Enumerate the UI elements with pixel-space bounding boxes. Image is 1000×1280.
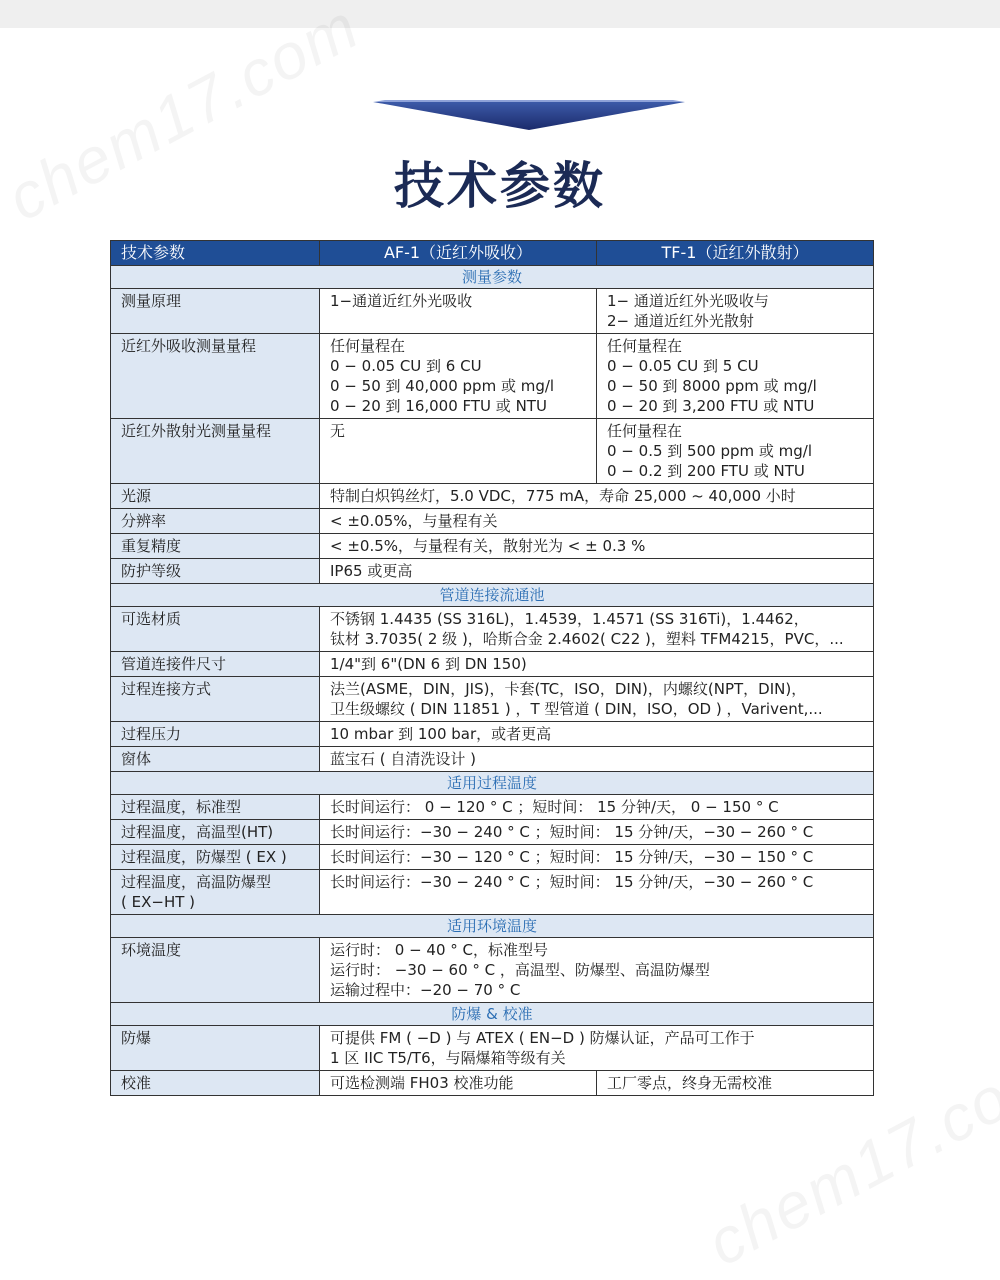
cell-text: 钛材 3.7035( 2 级 )，哈斯合金 2.4602( C22 )，塑料 TFM4215，PVC，... [330,630,844,648]
table-row [111,795,874,820]
section-header-row [111,584,874,607]
cell-text: 运行时： −30 − 60 ° C ，高温型、防爆型、高温防爆型 [330,961,710,979]
cell-text: 长时间运行：−30 − 120 ° C ；短时间： 15 分钟/天，−30 − 150 ° C [330,848,814,866]
row-label [111,722,320,747]
cell-text: 防护等级 [121,562,182,580]
cell-text: 过程连接方式 [121,680,212,698]
table-row [111,870,874,915]
row-value [320,1071,597,1096]
top-bar [0,0,1000,28]
table-row [111,845,874,870]
cell-text: 近红外散射光测量量程 [121,422,272,440]
cell-text: 10 mbar 到 100 bar，或者更高 [330,725,552,743]
table-row [111,289,874,334]
cell-text: 1−通道近红外光吸收 [330,292,473,310]
row-label [111,1026,320,1071]
cell-text: 光源 [121,487,152,505]
table-row [111,1071,874,1096]
cell-text: 管道连接件尺寸 [121,655,227,673]
section-header-row [111,772,874,795]
table-body [111,266,874,1096]
cell-text: 运输过程中：−20 − 70 ° C [330,981,521,999]
table-row [111,747,874,772]
cell-text: 校准 [121,1074,152,1092]
cell-text: 长时间运行：−30 − 240 ° C ；短时间： 15 分钟/天，−30 − 260 ° C [330,823,814,841]
section-title: 适用环境温度 [111,915,874,938]
cell-text: IP65 或更高 [330,562,413,580]
row-value [597,419,874,484]
cell-text: 蓝宝石 ( 自清洗设计 ) [330,750,477,768]
cell-text: 过程温度，高温防爆型 [121,873,272,891]
section-title: 管道连接流通池 [111,584,874,607]
table-row [111,334,874,419]
cell-text: 可选材质 [121,610,182,628]
table-row [111,534,874,559]
row-value [320,870,874,915]
row-value [320,607,874,652]
cell-text: 重复精度 [121,537,182,555]
section-title: 防爆 & 校准 [111,1003,874,1026]
row-label [111,1071,320,1096]
row-label [111,607,320,652]
row-label [111,484,320,509]
cell-text: 过程温度，高温型(HT) [121,823,274,841]
row-value [320,534,874,559]
cell-text: 测量原理 [121,292,182,310]
cell-text: 0 − 50 到 40,000 ppm 或 mg/l [330,377,555,395]
row-value [320,652,874,677]
cell-text: 运行时： 0 − 40 ° C，标准型号 [330,941,549,959]
table-row [111,677,874,722]
page-title: 技术参数 [394,157,606,215]
table-row [111,559,874,584]
cell-text: 法兰(ASME，DIN，JIS)，卡套(TC，ISO，DIN)，内螺纹(NPT，DIN)， [330,680,807,698]
row-value [320,334,597,419]
cell-text: 长时间运行： 0 − 120 ° C ；短时间： 15 分钟/天， 0 − 150 ° C [330,798,779,816]
cell-text: 卫生级螺纹 ( DIN 11851 ) ，T 型管道 ( DIN，ISO，OD ) ，Varivent,... [330,700,823,718]
row-value [320,484,874,509]
table-row [111,419,874,484]
row-value [320,1026,874,1071]
table-row [111,722,874,747]
section-title: 测量参数 [111,266,874,289]
cell-text: 环境温度 [121,941,182,959]
cell-text: 任何量程在 [607,422,683,440]
section-header-row [111,1003,874,1026]
cell-text: < ±0.5%，与量程有关，散射光为 < ± 0.3 % [330,537,646,555]
row-label [111,289,320,334]
table-row [111,509,874,534]
cell-text: 防爆 [121,1029,152,1047]
row-label [111,419,320,484]
cell-text: ( EX−HT ) [121,893,196,911]
cell-text: 0 − 50 到 8000 ppm 或 mg/l [607,377,817,395]
table-row [111,820,874,845]
row-value [320,938,874,1003]
row-label [111,559,320,584]
cell-text: 不锈钢 1.4435 (SS 316L)，1.4539，1.4571 (SS 316Ti)，1.4462， [330,610,809,628]
row-label [111,334,320,419]
table-row [111,484,874,509]
table-row [111,607,874,652]
cell-text: 可选检测端 FH03 校准功能 [330,1074,514,1092]
cell-text: 特制白炽钨丝灯，5.0 VDC，775 mA，寿命 25,000 ~ 40,000 小时 [330,487,796,505]
row-label [111,820,320,845]
spec-table [110,240,874,1096]
chevron-down-icon [373,100,685,132]
row-value [320,677,874,722]
cell-text: 2− 通道近红外光散射 [607,312,754,330]
section-header-row [111,915,874,938]
row-value [320,419,597,484]
table-header-row [111,241,874,266]
cell-text: 分辨率 [121,512,167,530]
table-row [111,938,874,1003]
row-label [111,795,320,820]
cell-text: 无 [330,422,346,440]
row-label [111,870,320,915]
row-value [597,334,874,419]
cell-text: 过程压力 [121,725,182,743]
cell-text: 0 − 0.05 CU 到 6 CU [330,357,482,375]
cell-text: 0 − 0.05 CU 到 5 CU [607,357,759,375]
cell-text: < ±0.05%，与量程有关 [330,512,498,530]
section-title: 适用过程温度 [111,772,874,795]
header-cell: TF-1（近红外散射） [597,241,874,266]
section-header-row [111,266,874,289]
cell-text: 1− 通道近红外光吸收与 [607,292,769,310]
cell-text: 工厂零点，终身无需校准 [607,1074,773,1092]
cell-text: 近红外吸收测量量程 [121,337,257,355]
row-value [320,795,874,820]
row-label [111,845,320,870]
row-label [111,509,320,534]
cell-text: 0 − 0.5 到 500 ppm 或 mg/l [607,442,812,460]
cell-text: 0 − 20 到 16,000 FTU 或 NTU [330,397,547,415]
row-value [597,1071,874,1096]
row-label [111,747,320,772]
header-cell: AF-1（近红外吸收） [320,241,597,266]
table-row [111,652,874,677]
cell-text: 任何量程在 [330,337,406,355]
cell-text: 1 区 IIC T5/T6，与隔爆箱等级有关 [330,1049,566,1067]
row-value [320,289,597,334]
cell-text: 过程温度，防爆型 ( EX ) [121,848,287,866]
row-value [320,559,874,584]
cell-text: 0 − 0.2 到 200 FTU 或 NTU [607,462,805,480]
cell-text: 可提供 FM ( −D ) 与 ATEX ( EN−D ) 防爆认证，产品可工作于 [330,1029,755,1047]
row-label [111,652,320,677]
row-value [320,722,874,747]
row-value [320,747,874,772]
cell-text: 过程温度，标准型 [121,798,242,816]
header-cell: 技术参数 [111,241,320,266]
cell-text: 任何量程在 [607,337,683,355]
row-value [597,289,874,334]
row-value [320,820,874,845]
cell-text: 1/4"到 6"(DN 6 到 DN 150) [330,655,527,673]
cell-text: 0 − 20 到 3,200 FTU 或 NTU [607,397,815,415]
row-label [111,677,320,722]
row-label [111,534,320,559]
table-row [111,1026,874,1071]
cell-text: 长时间运行：−30 − 240 ° C ；短时间： 15 分钟/天，−30 − 260 ° C [330,873,814,891]
row-label [111,938,320,1003]
row-value [320,845,874,870]
row-value [320,509,874,534]
cell-text: 窗体 [121,750,152,768]
